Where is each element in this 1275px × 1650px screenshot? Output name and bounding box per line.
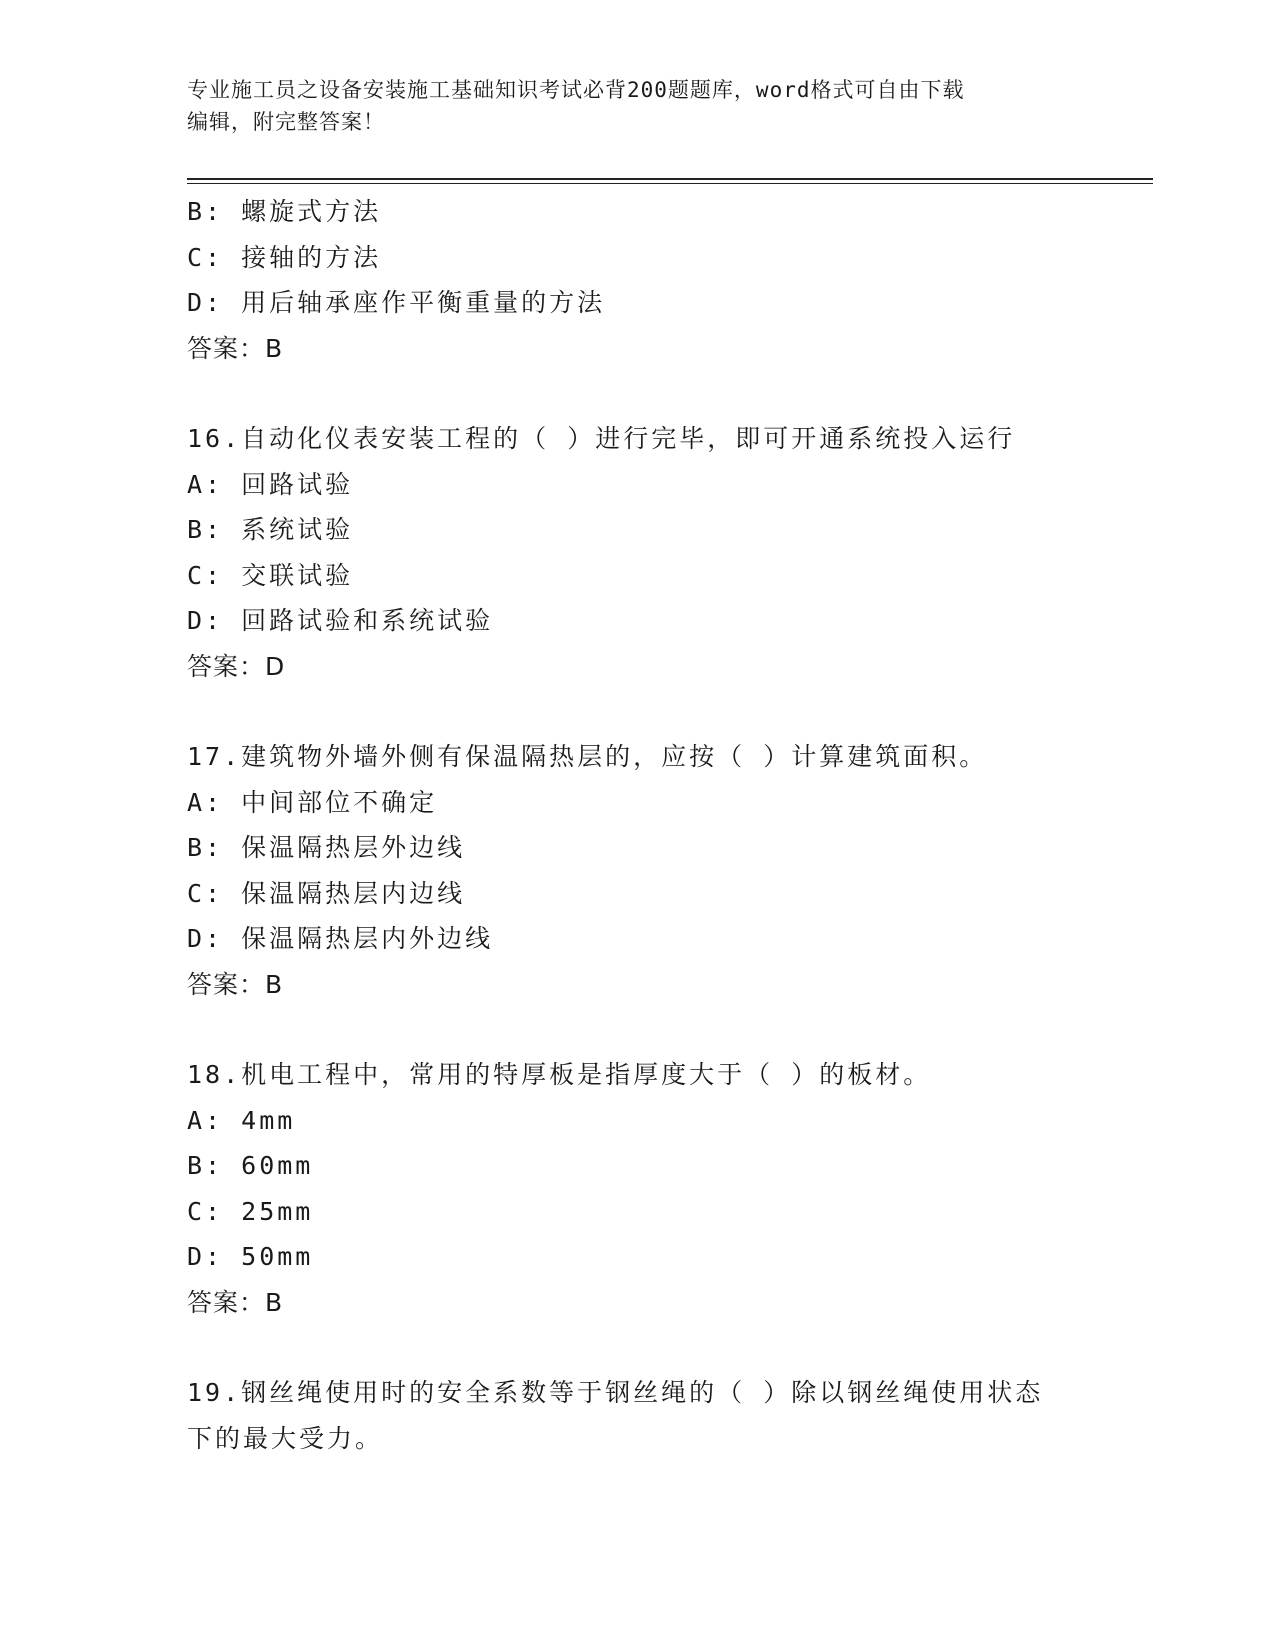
option-a: A: 回路试验 bbox=[187, 469, 354, 499]
option-c: C: 交联试验 bbox=[187, 560, 354, 590]
question-17 bbox=[187, 734, 1087, 1007]
option-d: D: 回路试验和系统试验 bbox=[187, 606, 494, 635]
answer: 答案：B bbox=[187, 333, 284, 363]
answer: 答案：B bbox=[187, 1287, 284, 1317]
spacer bbox=[187, 1007, 1087, 1052]
question-list bbox=[187, 189, 1087, 1461]
option-b: B: 保温隔热层外边线 bbox=[187, 833, 466, 862]
question-text-line-1: 19.钢丝绳使用时的安全系数等于钢丝绳的（ ）除以钢丝绳使用状态 bbox=[187, 1378, 1044, 1407]
option-b: B: 系统试验 bbox=[187, 515, 354, 544]
answer: 答案：B bbox=[187, 969, 284, 999]
option-b: B: 螺旋式方法 bbox=[187, 197, 382, 226]
header-divider-thin bbox=[187, 183, 1153, 184]
option-c: C: 保温隔热层内边线 bbox=[187, 878, 466, 908]
option-d: D: 用后轴承座作平衡重量的方法 bbox=[187, 288, 606, 317]
header-divider-thick bbox=[187, 178, 1153, 180]
answer: 答案：D bbox=[187, 651, 286, 681]
header-title-line-1: 专业施工员之设备安装施工基础知识考试必背200题题库，word格式可自由下载 bbox=[187, 78, 965, 102]
document-header bbox=[187, 74, 1067, 138]
option-d: D: 保温隔热层内外边线 bbox=[187, 924, 494, 953]
spacer bbox=[187, 689, 1087, 734]
spacer bbox=[187, 371, 1087, 416]
option-c: C: 接轴的方法 bbox=[187, 242, 382, 272]
spacer bbox=[187, 1325, 1087, 1370]
question-text-line-2: 下的最大受力。 bbox=[187, 1423, 384, 1453]
question-text: 17.建筑物外墙外侧有保温隔热层的，应按（ ）计算建筑面积。 bbox=[187, 742, 988, 771]
option-a: A: 中间部位不确定 bbox=[187, 787, 438, 817]
option-b: B: 60mm bbox=[187, 1151, 314, 1180]
question-18 bbox=[187, 1052, 1087, 1325]
option-d: D: 50mm bbox=[187, 1242, 314, 1271]
option-a: A: 4mm bbox=[187, 1105, 296, 1135]
question-text: 18.机电工程中，常用的特厚板是指厚度大于（ ）的板材。 bbox=[187, 1060, 932, 1089]
question-15-tail bbox=[187, 189, 1087, 371]
header-title-line-2: 编辑，附完整答案！ bbox=[187, 110, 385, 134]
question-16 bbox=[187, 416, 1087, 689]
question-19 bbox=[187, 1370, 1087, 1461]
question-text: 16.自动化仪表安装工程的（ ）进行完毕，即可开通系统投入运行 bbox=[187, 424, 1016, 453]
option-c: C: 25mm bbox=[187, 1196, 314, 1226]
